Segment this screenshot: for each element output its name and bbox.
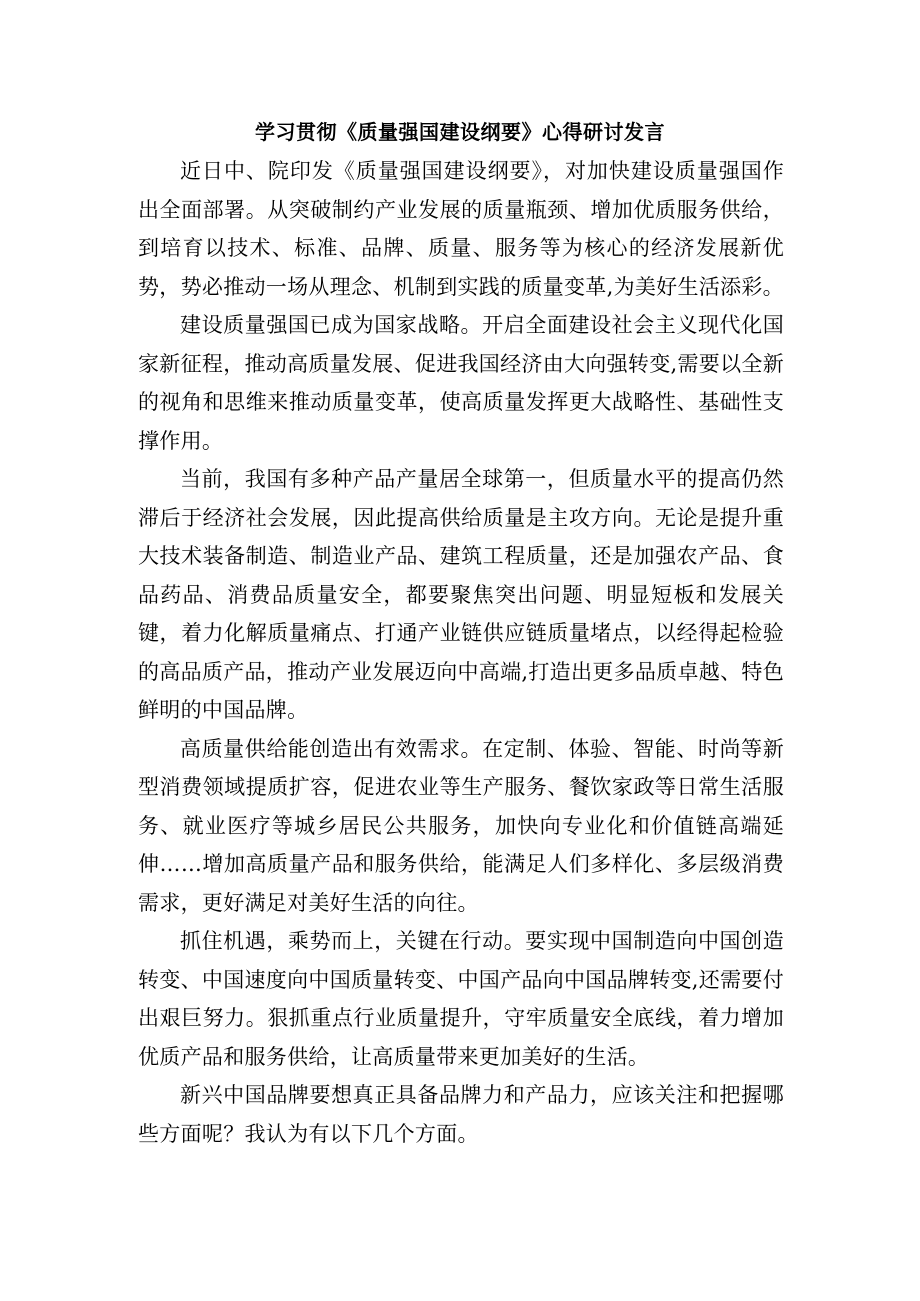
document-title: 学习贯彻《质量强国建设纲要》心得研讨发言 [255, 120, 665, 144]
paragraph-4: 高质量供给能创造出有效需求。在定制、体验、智能、时尚等新型消费领域提质扩容，促进农业等生产服务、餐饮家政等日常生活服务、就业医疗等城乡居民公共服务，加快向专业化和价值链高端延伸……增加高质量产品和服务供给，能满足人们多样化、多层级消费需求，更好满足对美好生活的向往。 [138, 736, 784, 915]
paragraph-3: 当前，我国有多种产品产量居全球第一，但质量水平的提高仍然滞后于经济社会发展，因此提高供给质量是主攻方向。无论是提升重大技术装备制造、制造业产品、建筑工程质量，还是加强农产品、食品药品、消费品质量安全，都要聚焦突出问题、明显短板和发展关键，着力化解质量痛点、打通产业链供应链质量堵点，以经得起检验的高品质产品，推动产业发展迈向中高端,打造出更多品质卓越、特色鲜明的中国品牌。 [138, 467, 784, 722]
paragraph-1: 近日中、院印发《质量强国建设纲要》，对加快建设质量强国作出全面部署。从突破制约产业发展的质量瓶颈、增加优质服务供给，到培育以技术、标准、品牌、质量、服务等为核心的经济发展新优势，势必推动一场从理念、机制到实践的质量变革,为美好生活添彩。 [138, 159, 784, 299]
paragraph-6: 新兴中国品牌要想真正具备品牌力和产品力，应该关注和把握哪些方面呢？我认为有以下几个方面。 [138, 1083, 784, 1146]
paragraph-2: 建设质量强国已成为国家战略。开启全面建设社会主义现代化国家新征程，推动高质量发展、促进我国经济由大向强转变,需要以全新的视角和思维来推动质量变革，使高质量发挥更大战略性、基础性支撑作用。 [138, 313, 784, 453]
document-body [138, 152, 784, 1153]
paragraph-5: 抓住机遇，乘势而上，关键在行动。要实现中国制造向中国创造转变、中国速度向中国质量转变、中国产品向中国品牌转变,还需要付出艰巨努力。狠抓重点行业质量提升，守牢质量安全底线，着力增加优质产品和服务供给，让高质量带来更加美好的生活。 [138, 929, 784, 1069]
